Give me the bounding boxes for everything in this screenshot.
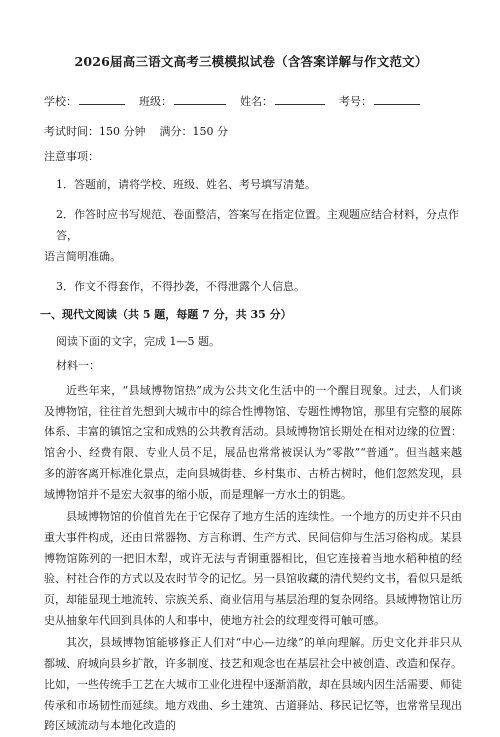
section-heading: 一、现代文阅读（共 5 题，每题 7 分，共 35 分） xyxy=(40,308,292,321)
reading-instruction: 阅读下面的文字，完成 1—5 题。 xyxy=(56,335,220,348)
exam-number-field[interactable] xyxy=(339,92,420,109)
page-title: 2026届高三语文高考三模模拟试卷（含答案详解与作文范文） xyxy=(74,54,428,69)
rule-item-3: 3．作文不得套作，不得抄袭，不得泄露个人信息。 xyxy=(56,280,305,293)
rule-item-1: 1．答题前，请将学校、班级、姓名、考号填写清楚。 xyxy=(56,178,316,191)
rule-item-2-continued: 语言简明准确。 xyxy=(44,250,121,263)
name-blank[interactable] xyxy=(275,92,325,105)
exam-info: 考试时间：150 分钟 满分：150 分 xyxy=(44,125,228,138)
notes-heading: 注意事项： xyxy=(44,150,99,163)
body-paragraph: 县域博物馆的价值首先在于它保存了地方生活的连续性。一个地方的历史并不只由重大事件构成，还由日常器物、方言称谓、生产方式、民间信仰与生活习俗构成。某县博物馆陈列的一把旧木犁，或许无法与青铜重器相比，但它连接着当地水稻种植的经验、村社合作的方式以及农时节令的记忆。另一县馆收藏的清代契约文书，看似只是纸页，却能显现土地流转、宗族关系、商业信用与基层治理的复杂网络。县域博物馆让历史从抽象年代回到具体的人和事中，使地方社会的纹理变得可触可感。 xyxy=(44,510,462,627)
school-field[interactable] xyxy=(44,92,125,109)
name-label: 姓名： xyxy=(240,95,273,108)
class-field[interactable] xyxy=(139,92,226,109)
rule-item-2: 2．作答时应书写规范、卷面整洁，答案写在指定位置。主观题应结合材料，分点作答， xyxy=(56,208,459,242)
body-paragraph: 近些年来，“县域博物馆热”成为公共文化生活中的一个醒目现象。过去，人们谈及博物馆，往往首先想到大城市中的综合性博物馆、专题性博物馆，那里有完整的展陈体系、丰富的镇馆之宝和成熟的公共教育活动。县域博物馆长期处在相对边缘的位置：馆舍小、经费有限、专业人员不足，展品也常常被误认为“零散”“普通”。但当越来越多的游客离开标准化景点，走向县城街巷、乡村集市、古桥古树时，他们忽然发现，县域博物馆并不是宏大叙事的缩小版，而是理解一方水土的钥匙。 xyxy=(44,384,462,501)
school-blank[interactable] xyxy=(79,92,125,105)
material-label: 材料一： xyxy=(56,359,100,372)
class-blank[interactable] xyxy=(174,92,226,105)
class-label: 班级： xyxy=(139,95,172,108)
name-field[interactable] xyxy=(240,92,325,109)
body-paragraph: 其次，县域博物馆能够修正人们对“中心—边缘”的单向理解。历史文化并非只从都城、府城向县乡扩散，许多制度、技艺和观念也在基层社会中被创造、改造和保存。比如，一些传统手工艺在大城市工业化进程中逐渐消散，却在县域内因生活需要、师徒传承和市场韧性而延续。地方戏曲、乡土建筑、古道驿站、移民记忆等，也常常呈现出跨区域流动与本地化改造的 xyxy=(44,636,462,733)
exam-number-label: 考号： xyxy=(339,95,372,108)
exam-number-blank[interactable] xyxy=(374,92,420,105)
student-info-fields xyxy=(44,92,462,109)
school-label: 学校： xyxy=(44,95,77,108)
